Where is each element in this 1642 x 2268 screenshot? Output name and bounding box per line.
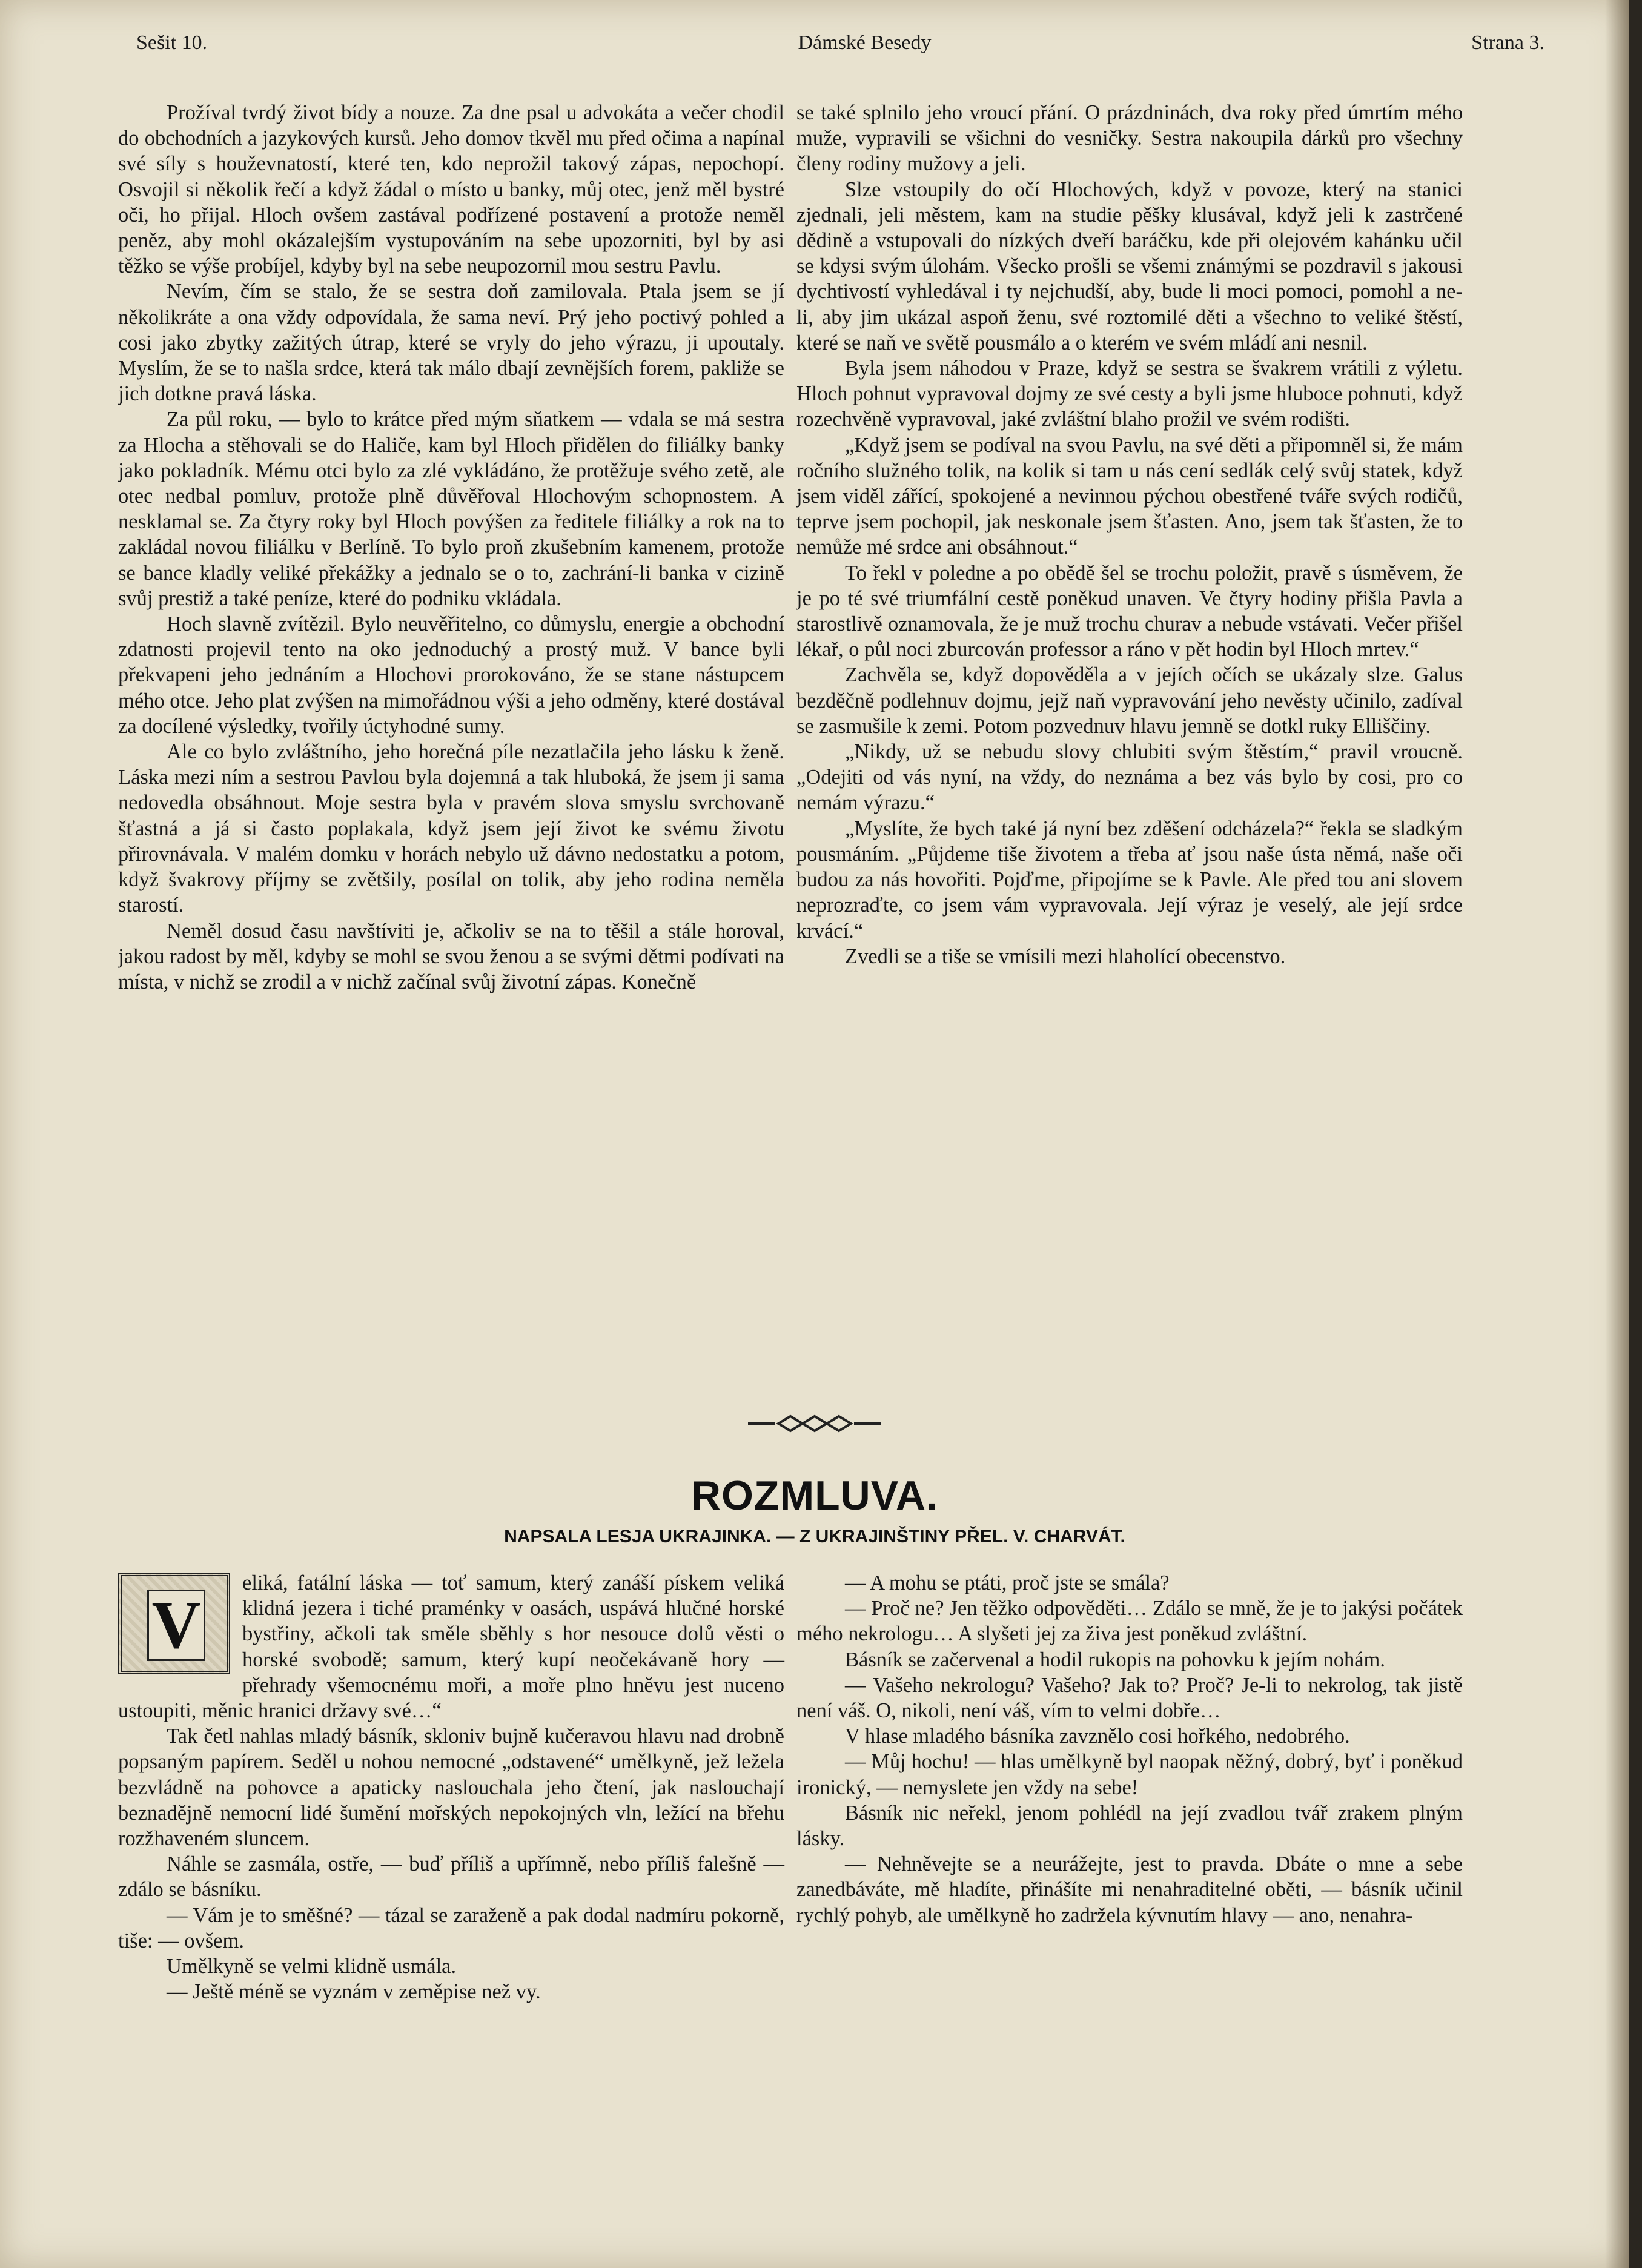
paragraph: Hoch slavně zvítězil. Bylo neuvěřitelno, co důmyslu, energie a obchodní zdatnosti projevil tento na oko jednoduchý a prostý muž. V bance byli překvapeni jeho jednáním a Hlochovi prorokováno, že se stane nástupcem mého otce. Jeho plat zvýšen na mimořádnou výši a jeho odměny, které dostával za docílené výsledky, tvořily úctyhodné sumy.: [118, 612, 784, 738]
article-title: ROZMLUVA.: [690, 1473, 939, 1519]
drop-cap-letter: V: [147, 1590, 205, 1661]
paragraph: Slze vstoupily do očí Hlochových, když v povoze, který na stanici zjednali, jeli městem, kam na studie pěšky klusával, když jeli k zastrčené dědině a vstupovali do nízkých dveří baráčku, kde při olejovém kahánku učil se kdysi svým úlohám. Všecko prošli se všemi známými se pozdravil s jakousi dychtivostí vyhledával i ty nejchudší, aby, bude li moci pomoci, pomohl a ne-li, aby jim ukázal aspoň ženu, své roztomilé děti a všechno to veliké štěstí, které se naň ve světě pousmálo a o kterém ve svém mládí ani nesnil.: [796, 177, 1463, 354]
paragraph: Neměl dosud času navštíviti je, ačkoliv se na to těšil a stále horoval, jakou radost by měl, kdyby se mohl se svou ženou a se svými dětmi podívati na místa, v nichž se zrodil a v nichž začínal svůj životní zápas. Konečně: [118, 919, 784, 993]
paragraph: V hlase mladého básníka zavznělo cosi hořkého, nedobrého.: [845, 1725, 1350, 1748]
paragraph: Byla jsem náhodou v Praze, když se sestra se švakrem vrátili z výletu. Hloch pohnut vypravoval dojmy ze své cesty a byli jsme hluboce pohnuti, když rozechvěně vypravoval, jaké zvláštní blaho prožil ve svém rodišti.: [796, 357, 1463, 431]
paragraph: Nevím, čím se stalo, že se sestra doň zamilovala. Ptala jsem se jí několikráte a ona vždy odpovídala, že sama neví. Prý jeho poctivý pohled a cosi jako zbytky zažitých útrap, které se vryly do jeho výrazu, ji upoutaly. Myslím, že se to našla srdce, která tak málo dbají zevnějších forem, pakliže se jich dotkne pravá láska.: [118, 280, 784, 406]
paragraph: — Ještě méně se vyznám v zeměpise než vy.: [167, 1980, 541, 2004]
paragraph: — Vám je to směšné? — tázal se zaraženě a pak dodal nadmíru pokorně, tiše: — ovšem.: [118, 1903, 784, 1952]
paragraph: Prožíval tvrdý život bídy a nouze. Za dne psal u advokáta a večer chodil do obchodních a jazykových kursů. Jeho domov tkvěl mu před očima a napínal své síly s houževnatostí, které ten, kdo neprožil takový zápas, nepochopí. Osvojil si několik řečí a když žádal o místo u banky, můj otec, jenž měl bystré oči, ho přijal. Hloch ovšem zastával podřízené postavení a protože neměl peněz, aby mohl okázalejším vystupováním na sebe upozorniti, byl by asi těžko se výše probíjel, kdyby byl na sebe neupozornil mou sestru Pavlu.: [118, 101, 784, 278]
paragraph: — A mohu se ptáti, proč jste se smála?: [845, 1571, 1170, 1594]
paragraph: Básník nic neřekl, jenom pohlédl na její zvadlou tvář zrakem plným lásky.: [796, 1801, 1463, 1851]
paragraph: Zachvěla se, když dopověděla a v jejích očích se ukázaly slze. Galus bezděčně podlehnuv dojmu, jejž naň vypravování jeho nevěsty učinilo, zadíval se zasmušile k zemi. Potom pozvednuv hlavu jemně se dotkl ruky Elliščiny.: [796, 663, 1463, 738]
ornament-icon: [742, 1411, 887, 1436]
paragraph: — Vašeho nekrologu? Vašeho? Jak to? Proč? Je-li to nekrolog, tak jistě není váš. O, nikoli, není váš, vím to velmi dobře…: [796, 1673, 1463, 1723]
paragraph: Náhle se zasmála, ostře, — buď příliš a upřímně, nebo příliš falešně — zdálo se básníku.: [118, 1852, 784, 1902]
paragraph: Tak četl nahlas mladý básník, skloniv bujně kučeravou hlavu nad drobně popsaným papírem. Seděl u nohou nemocné „odstavené“ umělkyně, jež ležela bezvládně na pohovce a apaticky naslouchala jeho čtení, jak naslouchají beznadějně nemocní lidé šumění mořských nepokojných vln, ležící na břehu rozžhaveném sluncem.: [118, 1725, 784, 1851]
story-left-column: [118, 100, 784, 995]
paragraph: se také splnilo jeho vroucí přání. O prázdninách, dva roky před úmrtím mého muže, vypravili se všichni do vesničky. Sestra nakoupila dárků pro všechny členy rodiny mužovy a jeli.: [796, 101, 1463, 176]
paragraph: „Myslíte, že bych také já nyní bez zděšení odcházela?“ řekla se sladkým pousmáním. „Půjdeme tiše životem a třeba ať jsou naše ústa němá, naše oči budou za nás hovořiti. Pojďme, připojíme se k Pavle. Ale před tou ani slovem neprozraďte, co jsem vám vypravovala. Její výraz je veselý, ale její srdce krvácí.“: [796, 817, 1463, 943]
paragraph: — Můj hochu! — hlas umělkyně byl naopak něžný, dobrý, byť i poněkud ironický, — nemyslete jen vždy na sebe!: [796, 1750, 1463, 1799]
article-byline: NAPSALA LESJA UKRAJINKA. — Z UKRAJINŠTINY PŘEL. V. CHARVÁT.: [504, 1527, 1125, 1547]
paragraph: — Proč ne? Jen těžko odpověděti… Zdálo se mně, že je to jakýsi počátek mého nekrologu… A slyšeti jej za živa jest poněkud zvláštní.: [796, 1597, 1463, 1646]
paragraph: eliká, fatální láska — toť samum, který zanáší pískem veliká klidná jezera i tiché praménky v oasách, uspává hlučné horské bystřiny, ačkoli tak směle sběhly s hor nesouce dolů věsti o horské svobodě; samum, který kupí neočekávaně hory — přehrady všemocnému moři, a moře plno hněvu jest nuceno ustoupiti, měnic hranici državy své…“: [118, 1571, 784, 1723]
paragraph: Za půl roku, — bylo to krátce před mým sňatkem — vdala se má sestra za Hlocha a stěhovali se do Haliče, kam byl Hloch přidělen do filiálky banky jako pokladník. Mému otci bylo za zlé vykládáno, že protěžuje svého zetě, ale otec nedbal pomluv, protože plně důvěřoval Hlochovým schopnostem. A nesklamal se. Za čtyry roky byl Hloch povýšen za ředitele filiálky a rok na to zakládal novou filiálku v Berlíně. To bylo proň zkušebním kamenem, protože se bance kladly veliké překážky a jednalo se o to, zachrání-li banka v cizině svůj prestiž a také peníze, které do podniku vkládala.: [118, 408, 784, 610]
running-header: [136, 31, 1593, 68]
paragraph: To řekl v poledne a po obědě šel se trochu položit, pravě s úsměvem, že je po té své triumfální cestě poněkud unaven. Ve čtyry hodiny přišla Pavla a starostlivě oznamovala, že je muž trochu churav a nebude vstávati. Večer přišel lékař, o půl noci zburcován professor a ráno v pět hodin byl Hloch mrtev.“: [796, 561, 1463, 662]
magazine-title: Dámské Besedy: [798, 31, 932, 54]
paragraph: — Nehněvejte se a neurážejte, jest to pravda. Dbáte o mne a sebe zanedbáváte, mě hladíte, přinášíte mi nenahraditelné oběti, — básník učinil rychlý pohyb, ale umělkyně ho zadržela kývnutím hlavy — ano, nenahra-: [796, 1852, 1463, 1927]
paragraph: Zvedli se a tiše se vmísili mezi hlaholící obecenstvo.: [845, 944, 1286, 968]
drop-cap: [118, 1573, 230, 1674]
paragraph: „Když jsem se podíval na svou Pavlu, na své děti a připomněl si, že mám ročního služného tolik, na kolik si tam u nás cení sedlák celý svůj statek, když jsem viděl zářící, spokojené a nevinnou pýchou obestřené tváře svých rodičů, teprve jsem pochopil, jak neskonale jsem šťasten. Ano, jsem tak šťasten, že to nemůže mé srdce ani obsáhnout.“: [796, 433, 1463, 559]
page-number: Strana 3.: [1471, 31, 1544, 54]
paragraph: Ale co bylo zvláštního, jeho horečná píle nezatlačila jeho lásku k ženě. Láska mezi ním a sestrou Pavlou byla dojemná a tak hluboká, že jsem ji sama nedovedla obsáhnout. Moje sestra byla v pravém slova smyslu svrchovaně šťastná a já si často poplakala, když jsem její život ke svému životu přirovnávala. V malém domku v horách nebylo už dávno nedostatku a potom, když švakrovy příjmy se zvětšily, posílal on tolik, aby jeho rodina neměla starostí.: [118, 740, 784, 917]
story-right-column: [796, 100, 1463, 969]
article-left-column: [118, 1570, 784, 2004]
issue-number: Sešit 10.: [136, 31, 208, 54]
article-right-column: [796, 1570, 1463, 1928]
paragraph: Umělkyně se velmi klidně usmála.: [167, 1955, 457, 1978]
paragraph: „Nikdy, už se nebudu slovy chlubiti svým štěstím,“ pravil vroucně. „Odejiti od vás nyní, na vždy, do neznáma a bez vás bylo by cosi, pro co nemám výrazu.“: [796, 740, 1463, 815]
section-divider-ornament: [0, 1411, 1629, 1442]
paragraph: Básník se začervenal a hodil rukopis na pohovku k jejím nohám.: [845, 1648, 1385, 1671]
